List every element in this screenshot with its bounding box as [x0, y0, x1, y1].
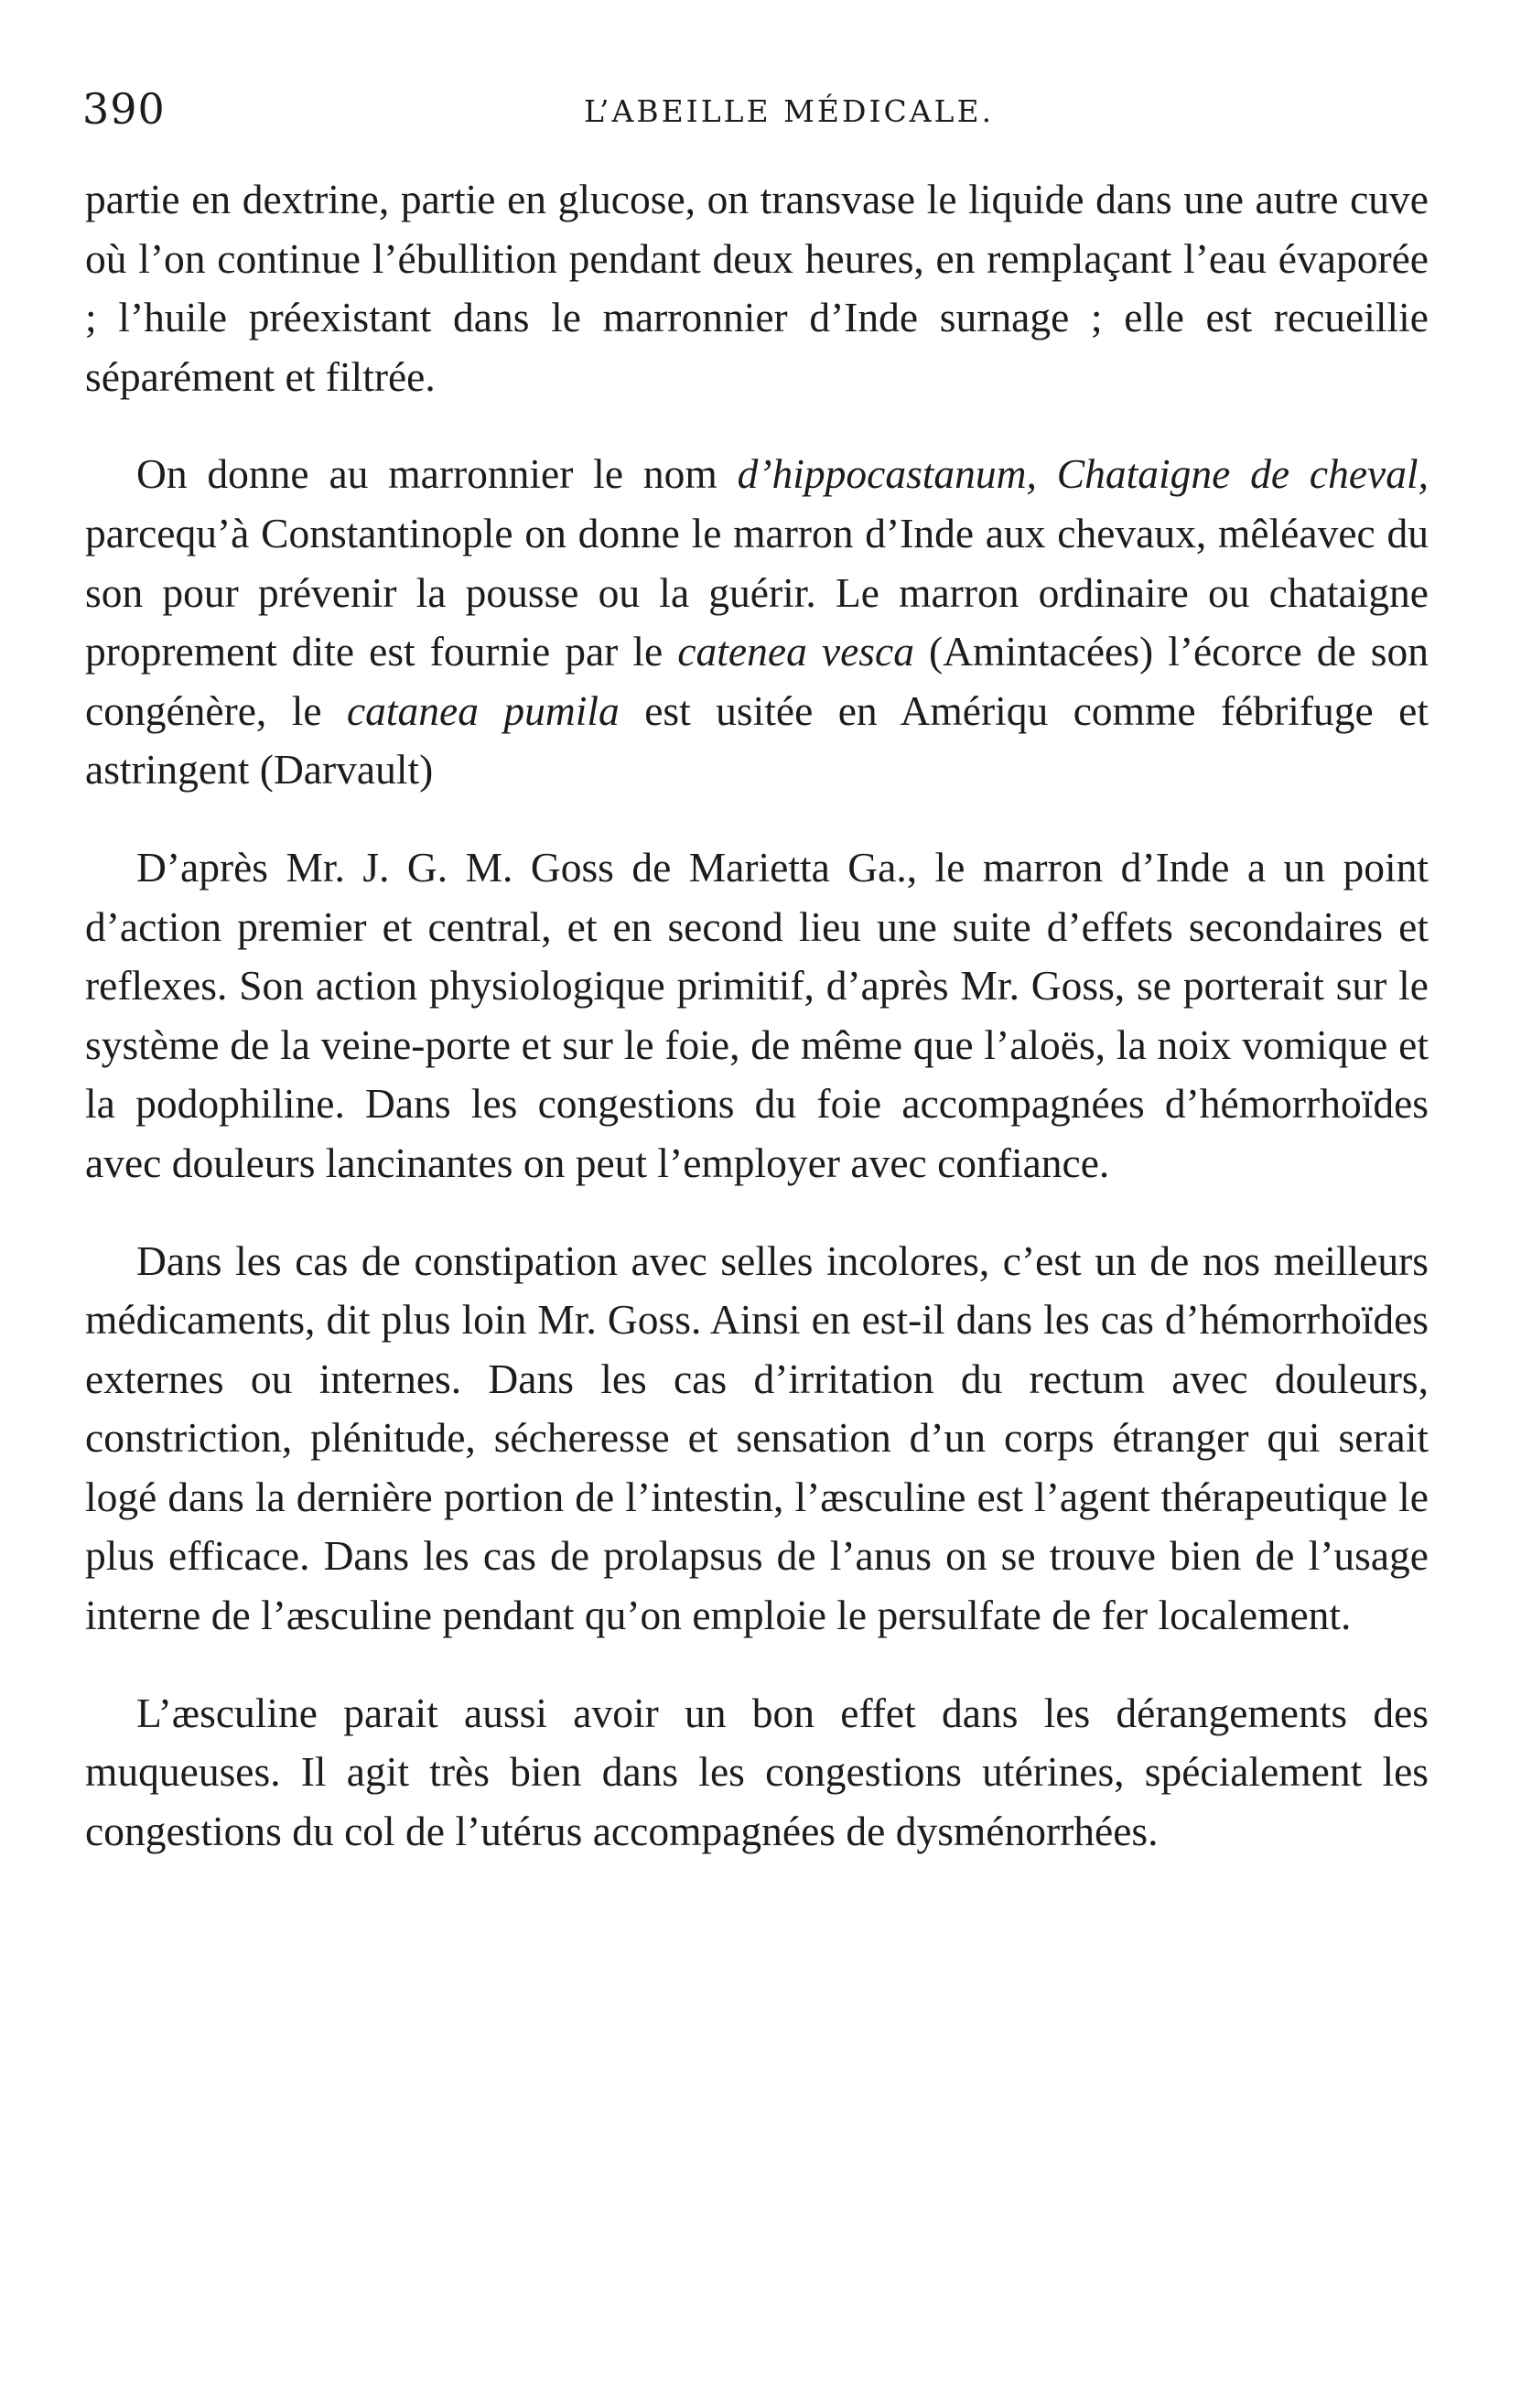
paragraph-text: est usitée en Amériqu comme fébrifuge et astringent (Darvault) — [85, 686, 1429, 794]
paragraph — [85, 1684, 1429, 1862]
paragraph-text: partie en dextrine, partie en glucose, on transvase le liquide dans une autre cuve où l’on continue l’ébullition pendant deux heures, en remplaçant l’eau évaporée ; l’huile préexistant dans le marronnier d’Inde surnage ; elle est recueillie séparément et filtrée. — [85, 176, 1429, 400]
italic-term: d’hippocastanum, Chataigne de cheval, — [737, 450, 1429, 498]
paragraph-text: Dans les cas de constipation avec selles incolores, c’est un de nos meilleurs médicaments, dit plus loin Mr. Goss. Ainsi en est-il dans les cas d’hémorrhoïdes externes ou internes. Dans les cas d’irritation du rectum avec douleurs, constriction, plénitude, sécheresse et sensation d’un corps étranger qui serait logé dans la dernière portion de l’intestin, l’æsculine est l’agent thérapeutique le plus efficace. Dans les cas de prolapsus de l’anus on se trouve bien de l’usage interne de l’æsculine pendant qu’on emploie le persulfate de fer localement. — [85, 1236, 1429, 1639]
paragraph-text: On donne au marronnier le nom — [136, 450, 738, 498]
paragraph-text: L’æsculine parait aussi avoir un bon effet dans les dérangements des muqueuses. Il agit très bien dans les congestions utérines, spécialement les congestions du col de l’utérus accompagnées de dysménorrhées. — [85, 1689, 1429, 1854]
page-number: 390 — [82, 84, 166, 134]
paragraph — [85, 170, 1429, 406]
paragraph-text: D’après Mr. J. G. M. Goss de Marietta Ga., le marron d’Inde a un point d’action premier et central, et en second lieu une suite d’effets secondaires et reflexes. Son action physiologique primitif, d’après Mr. Goss, se porterait sur le système de la veine-porte et sur le foie, de même que l’aloës, la noix vomique et la podophiline. Dans les congestions du foie accompagnées d’hémorrhoïdes avec douleurs lancinantes on peut l’employer avec confiance. — [85, 843, 1429, 1186]
page-header — [82, 84, 1437, 139]
paragraph-text: (Amintacées) l’écorce de son congénère, le — [85, 628, 1429, 734]
italic-term: catenea vesca — [677, 628, 914, 675]
running-title: L’ABEILLE MÉDICALE. — [584, 93, 995, 129]
body-text — [85, 170, 1429, 1861]
italic-term: catanea pumila — [346, 686, 620, 734]
paragraph — [85, 1232, 1429, 1646]
paragraph — [85, 838, 1429, 1193]
paragraph — [85, 445, 1429, 800]
paragraph-text: parcequ’à Constantinople on donne le marron d’Inde aux chevaux, mêléavec du son pour prévenir la pousse ou la guérir. Le marron ordinaire ou chataigne proprement dite est fournie par le — [85, 509, 1429, 675]
